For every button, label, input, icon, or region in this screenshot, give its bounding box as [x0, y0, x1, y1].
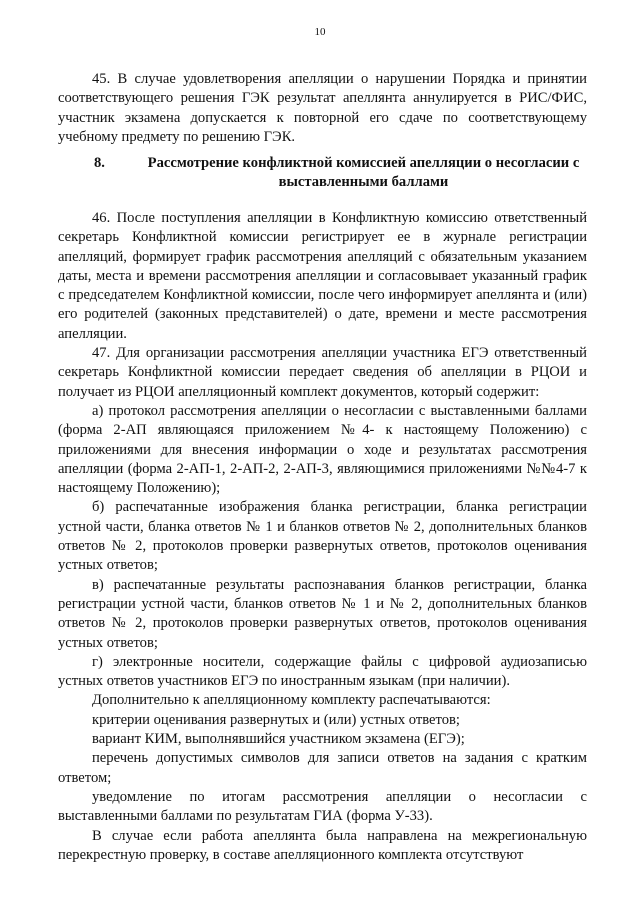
list-item-g: г) электронные носители, содержащие файлы с цифровой аудиозаписью устных ответов участников ЕГЭ по иностранным языкам (при наличии).	[58, 653, 587, 690]
list-item-a: а) протокол рассмотрения апелляции о несогласии с выставленными баллами (форма 2-АП являющаяся приложением №4- к настоящему Положению) с приложениями для внесения информации о ходе и результатах рассмотрения апелляции (форма 2-АП-1, 2-АП-2, 2-АП-3, являющимися приложениями №№4-7 к настоящему Положению);	[58, 402, 587, 497]
additional-item: перечень допустимых символов для записи ответов на задания с кратким ответом;	[58, 750, 587, 786]
additional-item: критерии оценивания развернутых и (или) устных ответов;	[92, 711, 460, 728]
additional-item: уведомление по итогам рассмотрения апелляции о несогласии с выставленными баллами по результатам ГИА (форма У-33).	[58, 788, 587, 825]
clause-45-block	[58, 70, 587, 147]
section-number: 8.	[94, 155, 105, 171]
paragraph-45: 45. В случае удовлетворения апелляции о нарушении Порядка и принятии соответствующего решения ГЭК результат апеллянта аннулируется в РИС/ФИС, участник экзамена допускается к повторной его сдаче по соответствующему учебному предмету по решению ГЭК.	[58, 71, 587, 145]
paragraph-46: 46. После поступления апелляции в Конфликтную комиссию ответственный секретарь Конфликтной комиссии регистрирует ее в журнале регистрации апелляций, формирует график рассмотрения апелляций с обязательным указанием даты, места и времени рассмотрения апелляции и согласовывает указанный график с председателем Конфликтной комиссии, после чего информирует апеллянта и (или) его родителей (законных представителей) о дате, времени и месте рассмотрения апелляции.	[58, 210, 587, 342]
section-title: Рассмотрение конфликтной комиссией апелляции о несогласии с выставленными баллами	[147, 155, 580, 191]
section-body	[58, 209, 587, 865]
cross-check-paragraph: В случае если работа апеллянта была направлена на межрегиональную перекрестную проверку, в составе апелляционного комплекта отсутствуют	[58, 827, 587, 863]
list-item-v: в) распечатанные результаты распознавания бланков регистрации, бланка регистрации устной части, бланков ответов № 1 и № 2, дополнительных бланков ответов № 2, протоколов проверки развернутых ответов, протоколов оценивания устных ответов;	[58, 576, 587, 651]
additional-intro: Дополнительно к апелляционному комплекту распечатываются:	[92, 692, 491, 709]
page-number: 10	[314, 26, 326, 38]
additional-item: вариант КИМ, выполнявшийся участником экзамена (ЕГЭ);	[92, 731, 465, 748]
section-heading	[58, 154, 587, 193]
paragraph-47: 47. Для организации рассмотрения апелляции участника ЕГЭ ответственный секретарь Конфликтной комиссии передает сведения об апелляции в РЦОИ и получает из РЦОИ апелляционный комплект документов, который содержит:	[58, 345, 587, 400]
list-item-b: б) распечатанные изображения бланка регистрации, бланка регистрации устной части, бланка ответов № 1 и бланков ответов № 2, дополнительных бланков ответов № 2, протоколов проверки развернутых ответов, протоколов оценивания устных ответов;	[58, 499, 587, 574]
